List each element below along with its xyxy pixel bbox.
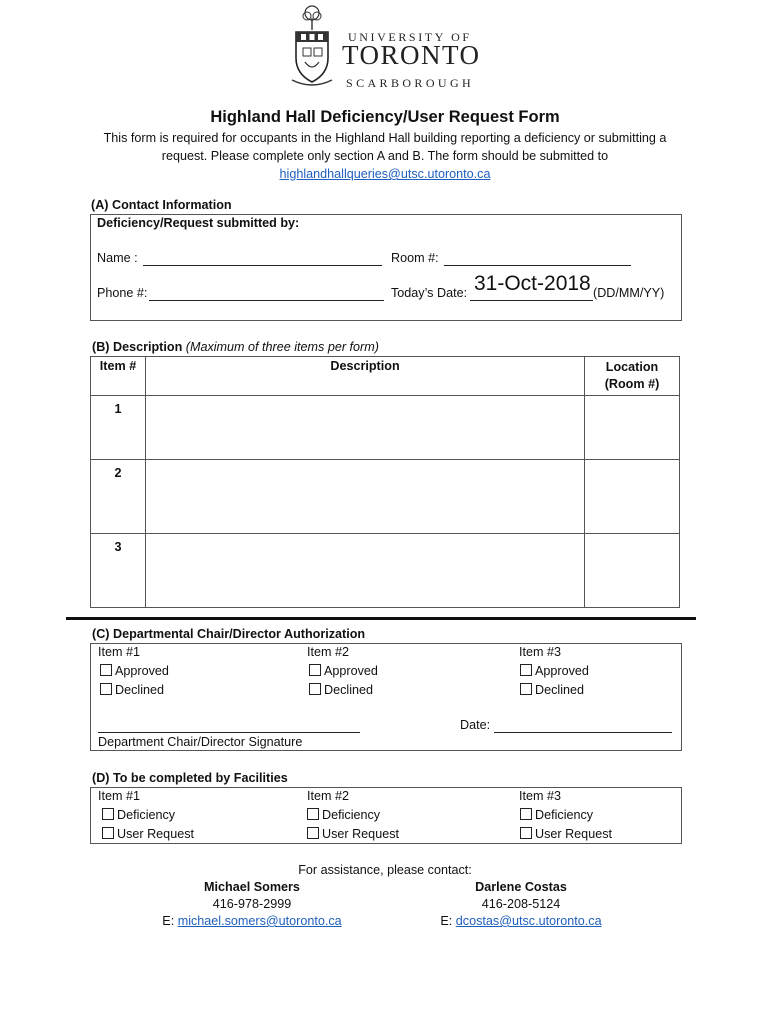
contact-1-email-link[interactable]: michael.somers@utoronto.ca [177, 914, 342, 928]
checkbox-icon [309, 683, 321, 695]
row-1-description[interactable] [146, 396, 585, 460]
c-date-label: Date: [460, 718, 491, 732]
form-title: Highland Hall Deficiency/User Request Form [210, 108, 560, 126]
contact-1-email-row [112, 914, 392, 928]
col-location [585, 357, 680, 396]
row-2-location[interactable] [585, 460, 680, 534]
d-item-2-user-request[interactable] [307, 827, 399, 841]
checkbox-icon [100, 664, 112, 676]
col-location-sub: (Room #) [604, 377, 660, 391]
row-1-location[interactable] [585, 396, 680, 460]
phone-label: Phone #: [97, 286, 148, 300]
contact-2-email-link[interactable]: dcostas@utsc.utoronto.ca [455, 914, 602, 928]
checkbox-icon [307, 827, 319, 839]
section-a-box [90, 214, 682, 321]
row-3-number: 3 [91, 534, 146, 608]
section-b-heading: (B) Description [92, 340, 183, 354]
checkbox-icon [520, 808, 532, 820]
c-item-1-approved[interactable] [100, 664, 169, 678]
d-item-2-deficiency[interactable] [307, 808, 380, 822]
c-item-2-approved[interactable] [309, 664, 378, 678]
c-item-1-label: Item #1 [98, 645, 140, 659]
description-table [90, 356, 680, 608]
table-row [91, 534, 680, 608]
intro-email-link[interactable]: highlandhallqueries@utsc.utoronto.ca [279, 167, 491, 181]
section-a-subheading: Deficiency/Request submitted by: [97, 216, 300, 230]
d-item-1-deficiency[interactable] [102, 808, 175, 822]
checkbox-icon [102, 827, 114, 839]
contact-1-phone: 416-978-2999 [212, 897, 292, 911]
crest-icon [290, 4, 334, 88]
row-3-location[interactable] [585, 534, 680, 608]
c-item-3-declined[interactable] [520, 683, 584, 697]
signature-label: Department Chair/Director Signature [98, 735, 303, 749]
checkbox-icon [520, 664, 532, 676]
table-row [91, 396, 680, 460]
table-header-row [91, 357, 680, 396]
section-c-heading: (C) Departmental Chair/Director Authorization [92, 627, 366, 641]
c-item-2-label: Item #2 [307, 645, 349, 659]
phone-field[interactable] [149, 300, 384, 301]
checkbox-icon [100, 683, 112, 695]
d-item-3-user-request-label: User Request [535, 827, 612, 841]
contact-1-name: Michael Somers [204, 880, 300, 894]
name-label: Name : [97, 251, 138, 265]
d-item-2-label: Item #2 [307, 789, 349, 803]
d-item-1-user-request-label: User Request [117, 827, 194, 841]
contact-2-email-prefix: E: [440, 914, 453, 928]
checkbox-icon [309, 664, 321, 676]
contact-1-email-prefix: E: [162, 914, 175, 928]
assist-text: For assistance, please contact: [298, 863, 472, 877]
contact-2-email-row [381, 914, 661, 928]
c-item-1-declined[interactable] [100, 683, 164, 697]
c-item-3-declined-label: Declined [535, 683, 585, 697]
c-item-3-approved-label: Approved [535, 664, 589, 678]
c-date-field[interactable] [494, 732, 672, 733]
d-item-2-user-request-label: User Request [322, 827, 399, 841]
c-item-1-approved-label: Approved [115, 664, 169, 678]
d-item-3-deficiency-label: Deficiency [535, 808, 594, 822]
c-item-3-label: Item #3 [519, 645, 561, 659]
table-row [91, 460, 680, 534]
name-field[interactable] [143, 265, 382, 266]
checkbox-icon [520, 827, 532, 839]
contact-2-phone: 416-208-5124 [481, 897, 561, 911]
c-item-2-declined[interactable] [309, 683, 373, 697]
date-format: (DD/MM/YY) [593, 286, 665, 300]
d-item-3-deficiency[interactable] [520, 808, 593, 822]
col-location-label: Location [605, 360, 659, 374]
d-item-3-label: Item #3 [519, 789, 561, 803]
row-2-description[interactable] [146, 460, 585, 534]
col-item: Item # [91, 357, 146, 396]
checkbox-icon [102, 808, 114, 820]
checkbox-icon [520, 683, 532, 695]
row-2-number: 2 [91, 460, 146, 534]
contact-2-name: Darlene Costas [475, 880, 567, 894]
section-b-heading-wrap [92, 340, 379, 354]
logo-toronto: TORONTO [342, 40, 481, 70]
d-item-3-user-request[interactable] [520, 827, 612, 841]
logo-university-of: UNIVERSITY OF [348, 30, 472, 44]
section-a-heading: (A) Contact Information [91, 198, 232, 212]
d-item-2-deficiency-label: Deficiency [322, 808, 381, 822]
date-field[interactable] [470, 300, 593, 301]
checkbox-icon [307, 808, 319, 820]
university-logo [290, 4, 490, 90]
c-item-1-declined-label: Declined [115, 683, 165, 697]
c-item-3-approved[interactable] [520, 664, 589, 678]
c-item-2-declined-label: Declined [324, 683, 374, 697]
row-3-description[interactable] [146, 534, 585, 608]
section-d-heading: (D) To be completed by Facilities [92, 771, 288, 785]
section-divider [66, 617, 696, 620]
row-1-number: 1 [91, 396, 146, 460]
signature-field[interactable] [98, 732, 360, 733]
intro-text: This form is required for occupants in the Highland Hall building reporting a deficiency or submitting a request. Please complete only section A and B. The form should be submitted to [103, 131, 667, 163]
date-label: Today’s Date: [391, 286, 468, 300]
col-description: Description [146, 357, 585, 396]
room-field[interactable] [444, 265, 631, 266]
d-item-1-label: Item #1 [98, 789, 140, 803]
date-value: 31-Oct-2018 [474, 272, 591, 295]
c-item-2-approved-label: Approved [324, 664, 378, 678]
d-item-1-deficiency-label: Deficiency [117, 808, 176, 822]
d-item-1-user-request[interactable] [102, 827, 194, 841]
section-b-note: (Maximum of three items per form) [185, 340, 379, 354]
room-label: Room #: [391, 251, 439, 265]
form-intro [90, 129, 680, 183]
logo-scarborough: SCARBOROUGH [346, 76, 475, 90]
